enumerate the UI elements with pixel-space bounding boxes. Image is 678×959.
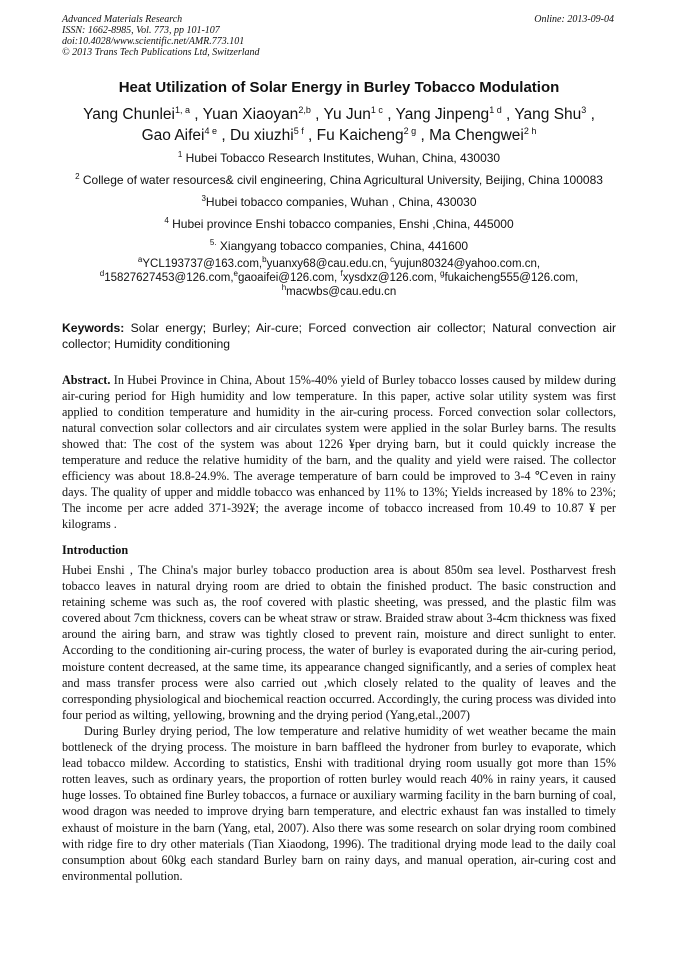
introduction-heading: Introduction bbox=[62, 543, 129, 557]
journal-doi: doi:10.4028/www.scientific.net/AMR.773.101 bbox=[62, 36, 245, 47]
journal-name: Advanced Materials Research bbox=[62, 14, 183, 25]
email-link[interactable]: $^c$yujun80324@yahoo.com.cn, bbox=[390, 255, 541, 270]
email-link[interactable]: $^a$YCL193737@163.com, bbox=[137, 255, 263, 270]
online-date: Online: 2013-09-04 bbox=[534, 14, 614, 25]
author: Yang Jinpeng$^{1 d}$ , bbox=[395, 105, 515, 123]
email-line-2 bbox=[62, 271, 616, 285]
author: Du xiuzhi$^{5 f}$ , bbox=[229, 126, 317, 144]
affiliation: $^3$Hubei tobacco companies, Wuhan , China, 430030 bbox=[201, 194, 477, 209]
affiliation: $^1$ Hubei Tobacco Research Institutes, Wuhan, China, 430030 bbox=[177, 150, 501, 165]
email-link[interactable]: $^d$15827627453@126.com, bbox=[99, 269, 234, 284]
abstract-label: Abstract. bbox=[62, 373, 111, 387]
affiliation-list bbox=[62, 150, 616, 260]
affiliation: $^2$ College of water resources& civil engineering, China Agricultural University, Beijing, China 100083 bbox=[75, 172, 603, 187]
author-line-1 bbox=[62, 104, 616, 125]
introduction-body bbox=[62, 562, 616, 884]
intro-paragraph-1: Hubei Enshi , The China's major burley tobacco production area is about 850m sea level. Postharvest fresh tobacco leaves in natural drying room are dried to obtain the finished product. The basic construction and retaining scheme was such as, the roof covered with plastic sheeting, was pressed, and the plastic film was covered about 7cm thickness, covers can be wheat straw or straw. Braided straw about 3-4cm thickness was fixed around the airing barn, and straw was tightly closed to prevent rain, moisture and direct sunlight to enter. According to the conditioning air-curing process, the water of burley is evaporated during the air-curing period, moisture content decreased, at the same time, its appearance changed significantly, and a series of complex heat and mass transfer process were also carried out ,which closely related to the quality of leaves and the corresponding physiological and biochemical reaction occurred. Accordingly, the curing process was divided into four period as wilting, yellowing, browning and the drying period (Yang,etal.,2007) bbox=[62, 563, 616, 722]
author-line-2 bbox=[62, 125, 616, 146]
author: Yu Jun$^{1 c}$ , bbox=[323, 105, 396, 123]
author: Fu Kaicheng$^{2 g}$ , bbox=[316, 126, 430, 144]
email-line-1 bbox=[62, 257, 616, 271]
paper-title: Heat Utilization of Solar Energy in Burley Tobacco Modulation bbox=[118, 79, 560, 96]
email-link[interactable]: $^f$xysdxz@126.com, bbox=[340, 269, 441, 284]
author: Yang Shu$^3$ , bbox=[514, 105, 595, 123]
keywords-label: Keywords: bbox=[62, 321, 125, 335]
intro-paragraph-2: During Burley drying period, The low temperature and relative humidity of wet weather became the main bottleneck of the drying process. The moisture in barn baffleed the hydroner from burley to evaporate, which lead tobacco mildew. According to statistics, Enshi with traditional drying room usually got more than 15% rotten leaves, such as ordinary years, the proportion of rotten burley would reach 40% in rainy years, it caused huge losses. To obtained fine Burley tobaccos, a furnace or auxiliary warming facility in the barn burning of coal, wood dragon was needed to improve drying barn temperature, and electric exhaust fan was installed to timely exhaust of moisture in the barn (Yang, etal, 2007). Also there was some research on solar drying room combined with ridge fire to dry other materials (Tian Xiaodong, 1996). The traditional drying mode lead to the daily coal consumption about 60kg each standard Burley barn on rainy days, and manual operation, air-curing cost and environmental pollution. bbox=[62, 723, 616, 883]
abstract bbox=[62, 372, 616, 532]
email-link[interactable]: $^h$macwbs@cau.edu.cn bbox=[281, 283, 397, 298]
journal-issn: ISSN: 1662-8985, Vol. 773, pp 101-107 bbox=[62, 25, 220, 36]
abstract-text: In Hubei Province in China, About 15%-40% yield of Burley tobacco losses caused by mildew during air-curing period for High humidity and low temperature. In this paper, active solar utility system was first applied to condition temperature and humidity in the air-curing process. Forced convection solar collectors, natural convection solar collectors and air circulates system were applied in the solar Burley barns. The results showed that: The cost of the system was about 1226 ¥per drying barn, but it could quickly increase the temperature and reduce the relative humidity of the barn, and the quality and yield were raised. The collector efficiency was about 18.8-24.9%. The average temperature of barn could be improved to 3-4 ℃even in rainy days. The quality of upper and middle tobacco was enhanced by 11% to 13%; Yields increased by 18% to 23%; The income per acre added 371-392¥; the average income of tobacco increased from 10.49 to 10.87 ¥ per kilograms . bbox=[62, 373, 616, 531]
email-line-3 bbox=[62, 285, 616, 299]
author: Yang Chunlei$^{1, a}$ , bbox=[83, 105, 203, 123]
affiliation: $^{5.}$ Xiangyang tobacco companies, China, 441600 bbox=[209, 238, 469, 253]
journal-header bbox=[62, 14, 260, 58]
author: Gao Aifei$^{4 e}$ , bbox=[141, 126, 230, 144]
journal-copyright: © 2013 Trans Tech Publications Ltd, Switzerland bbox=[62, 47, 260, 58]
author-list bbox=[62, 104, 616, 146]
email-link[interactable]: $^g$fukaicheng555@126.com, bbox=[440, 269, 579, 284]
author: Ma Chengwei$^{2 h}$ bbox=[429, 126, 537, 144]
email-link[interactable]: $^b$yuanxy68@cau.edu.cn, bbox=[262, 255, 391, 270]
author: Yuan Xiaoyan$^{2,b}$ , bbox=[202, 105, 324, 123]
email-list bbox=[62, 257, 616, 299]
email-link[interactable]: $^e$gaoaifei@126.com, bbox=[233, 269, 341, 284]
keywords-text: Solar energy; Burley; Air-cure; Forced convection air collector; Natural convection air collector; Humidity conditioning bbox=[62, 321, 616, 351]
affiliation: $^4$ Hubei province Enshi tobacco companies, Enshi ,China, 445000 bbox=[164, 216, 514, 231]
keywords bbox=[62, 320, 616, 352]
